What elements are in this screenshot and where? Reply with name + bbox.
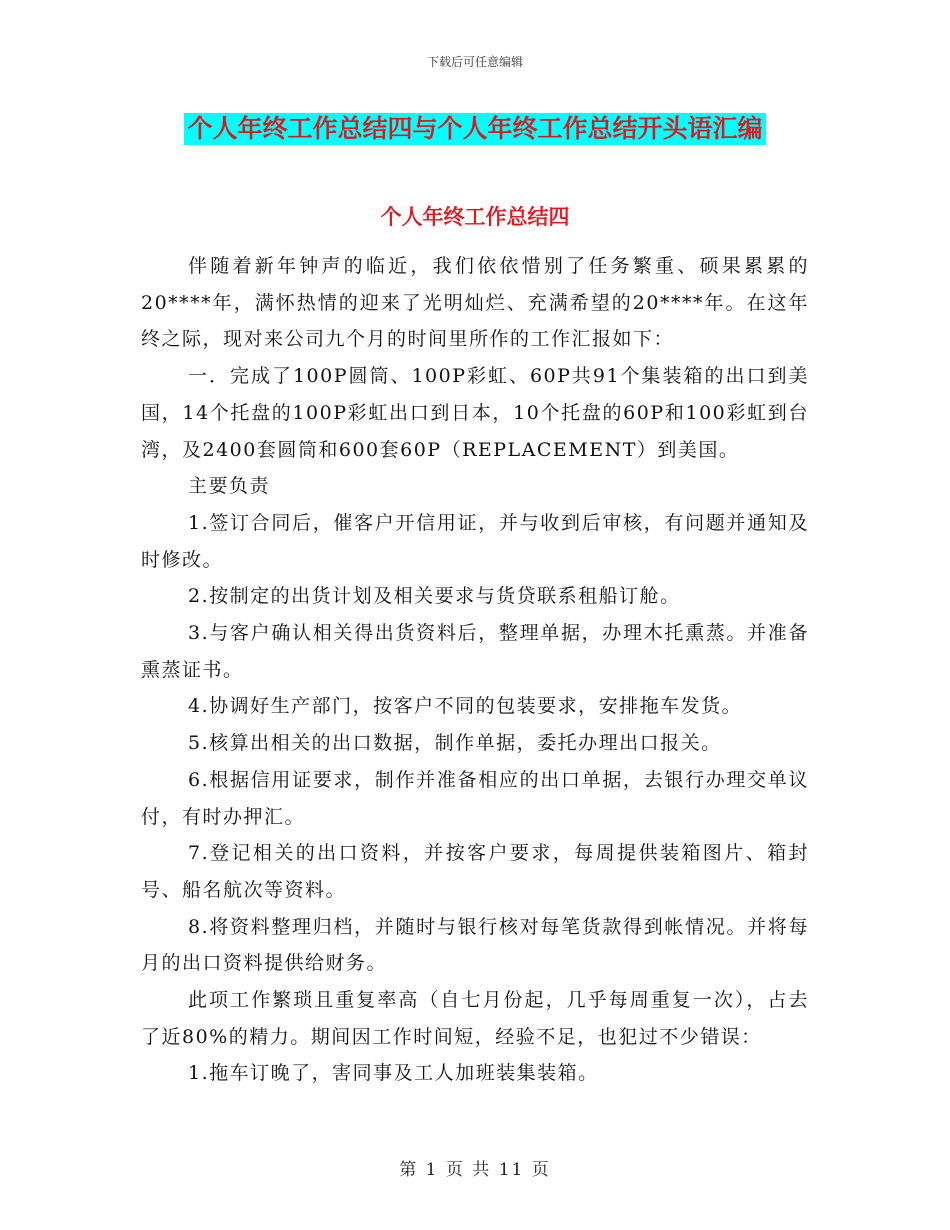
paragraph-duty-7: 7.登记相关的出口资料，并按客户要求，每周提供装箱图片、箱封号、船名航次等资料。 [141,842,809,901]
document-body [141,248,809,1092]
paragraph-intro: 伴随着新年钟声的临近，我们依依惜别了任务繁重、硕果累累的20****年，满怀热情的迎来了光明灿烂、充满希望的20****年。在这年终之际，现对来公司九个月的时间里所作的工作汇报如下： [141,255,809,351]
header-note: 下载后可任意编辑 [426,55,523,69]
paragraph-duty-4: 4.协调好生产部门，按客户不同的包装要求，安排拖车发货。 [188,695,743,718]
paragraph-mistake-1: 1.拖车订晚了，害同事及工人加班装集装箱。 [188,1062,599,1085]
paragraph-main-duties-heading: 主要负责 [188,475,271,498]
paragraph-duty-2: 2.按制定的出货计划及相关要求与货贷联系租船订舱。 [188,585,681,608]
page-footer: 第 1 页 共 11 页 [399,1160,551,1180]
paragraph-duty-6: 6.根据信用证要求，制作并准备相应的出口单据，去银行办理交单议付，有时办押汇。 [141,768,809,828]
main-title: 个人年终工作总结四与个人年终工作总结开头语汇编 [184,113,765,145]
paragraph-duty-8: 8.将资料整理归档，并随时与银行核对每笔货款得到帐情况。并将每月的出口资料提供给财务。 [141,915,809,975]
paragraph-workload: 此项工作繁琐且重复率高（自七月份起，几乎每周重复一次），占去了近80%的精力。期间因工作时间短，经验不足，也犯过不少错误： [141,989,809,1048]
section-title: 个人年终工作总结四 [380,205,570,229]
paragraph-completed-work: 一．完成了100P圆筒、100P彩虹、60P共91个集装箱的出口到美国，14个托盘的100P彩虹出口到日本，10个托盘的60P和100彩虹到台湾，及2400套圆筒和600套60P（REPLACEMENT）到美国。 [141,365,809,461]
paragraph-duty-5: 5.核算出相关的出口数据，制作单据，委托办理出口报关。 [188,732,722,755]
paragraph-duty-3: 3.与客户确认相关得出货资料后，整理单据，办理木托熏蒸。并准备熏蒸证书。 [141,622,809,681]
paragraph-duty-1: 1.签订合同后，催客户开信用证，并与收到后审核，有问题并通知及时修改。 [141,511,809,571]
main-title-container [0,113,950,145]
